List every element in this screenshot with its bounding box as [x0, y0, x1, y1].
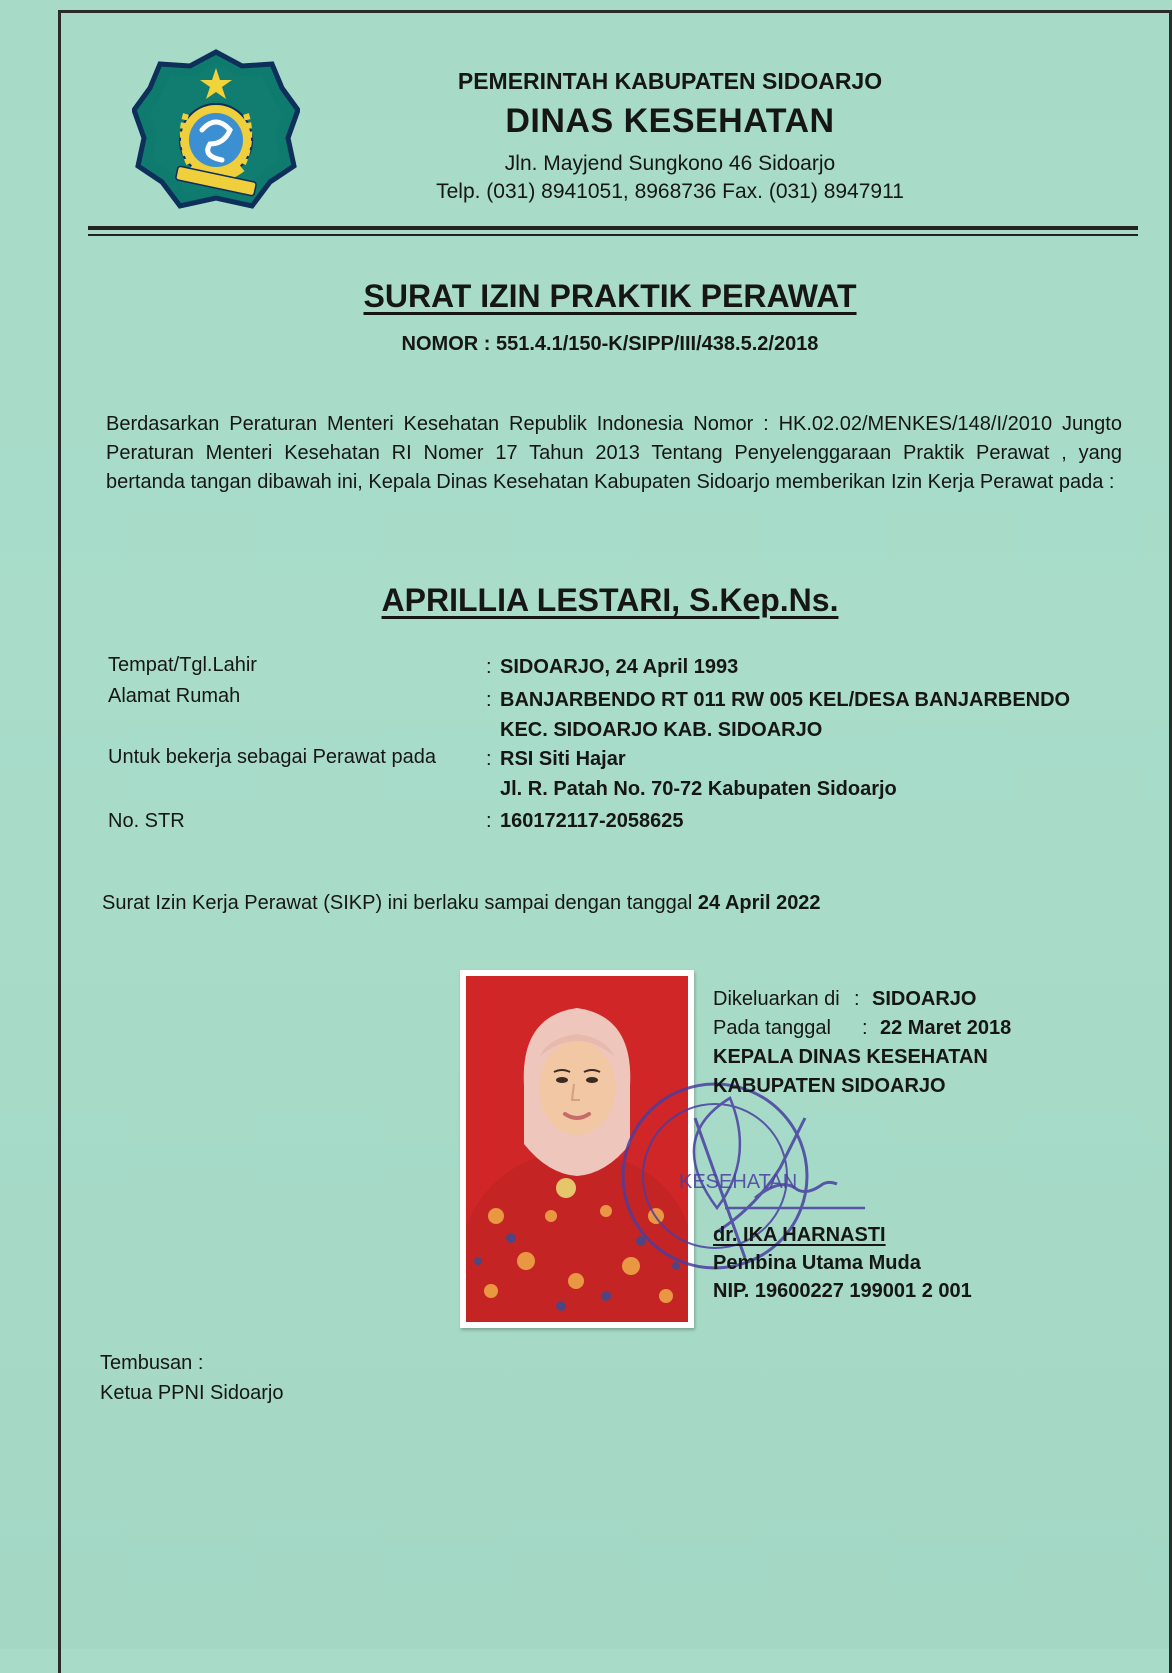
stamp-text: KESEHATAN	[679, 1171, 798, 1193]
document-border	[58, 10, 1172, 1673]
official-name: dr. IKA HARNASTI	[713, 1224, 886, 1246]
work-colon: :	[486, 748, 492, 770]
issued-value: SIDOARJO	[872, 988, 977, 1010]
header-government: PEMERINTAH KABUPATEN SIDOARJO	[457, 68, 883, 94]
holder-name: APRILLIA LESTARI, S.Kep.Ns.	[381, 582, 839, 618]
copy-recipient: Ketua PPNI Sidoarjo	[100, 1382, 284, 1404]
address-value-line1: BANJARBENDO RT 011 RW 005 KEL/DESA BANJARBENDO	[500, 689, 1071, 711]
document-number: NOMOR : 551.4.1/150-K/SIPP/III/438.5.2/2018	[401, 333, 819, 355]
address-colon: :	[486, 689, 492, 711]
issued-label: Dikeluarkan di	[713, 988, 840, 1010]
header-agency: DINAS KESEHATAN	[505, 102, 835, 140]
official-nip: NIP. 19600227 199001 2 001	[713, 1280, 972, 1302]
birth-value: SIDOARJO, 24 April 1993	[500, 656, 739, 678]
header-rule-thin	[88, 234, 1138, 236]
issued-colon: :	[854, 988, 860, 1010]
sidoarjo-emblem-icon	[132, 48, 300, 210]
str-value: 160172117-2058625	[500, 810, 684, 832]
address-label: Alamat Rumah	[108, 685, 241, 707]
work-label: Untuk bekerja sebagai Perawat pada	[108, 746, 436, 768]
holder-photo	[460, 970, 694, 1328]
validity-date: 24 April 2022	[697, 892, 821, 914]
position-line1: KEPALA DINAS KESEHATAN	[713, 1046, 988, 1068]
official-rank: Pembina Utama Muda	[713, 1252, 921, 1274]
work-value-line2: Jl. R. Patah No. 70-72 Kabupaten Sidoarjo	[500, 778, 897, 800]
document-title: SURAT IZIN PRAKTIK PERAWAT	[363, 278, 857, 314]
position-line2: KABUPATEN SIDOARJO	[713, 1075, 946, 1097]
str-colon: :	[486, 810, 492, 832]
header-phone: Telp. (031) 8941051, 8968736 Fax. (031) 8947911	[436, 180, 904, 203]
header-rule-thick	[88, 226, 1138, 230]
date-colon: :	[862, 1017, 868, 1039]
birth-label: Tempat/Tgl.Lahir	[108, 654, 257, 676]
date-label: Pada tanggal	[713, 1017, 831, 1039]
copy-label: Tembusan :	[100, 1352, 204, 1374]
str-label: No. STR	[108, 810, 185, 832]
intro-paragraph: Berdasarkan Peraturan Menteri Kesehatan Republik Indonesia Nomor : HK.02.02/MENKES/148/I/2010 Jungto Peraturan Menteri Kesehatan RI Nomer 17 Tahun 2013 Tentang Penyelenggaraan Praktik Perawat , yang bertanda tangan dibawah ini, Kepala Dinas Kesehatan Kabupaten Sidoarjo memberikan Izin Kerja Perawat pada :	[106, 413, 1122, 493]
date-value: 22 Maret 2018	[880, 1017, 1012, 1039]
birth-colon: :	[486, 656, 492, 678]
header-address: Jln. Mayjend Sungkono 46 Sidoarjo	[504, 152, 836, 175]
address-value-line2: KEC. SIDOARJO KAB. SIDOARJO	[500, 719, 823, 741]
work-value-line1: RSI Siti Hajar	[500, 748, 626, 770]
validity-text: Surat Izin Kerja Perawat (SIKP) ini berlaku sampai dengan tanggal	[102, 892, 698, 914]
validity-statement	[102, 892, 821, 915]
